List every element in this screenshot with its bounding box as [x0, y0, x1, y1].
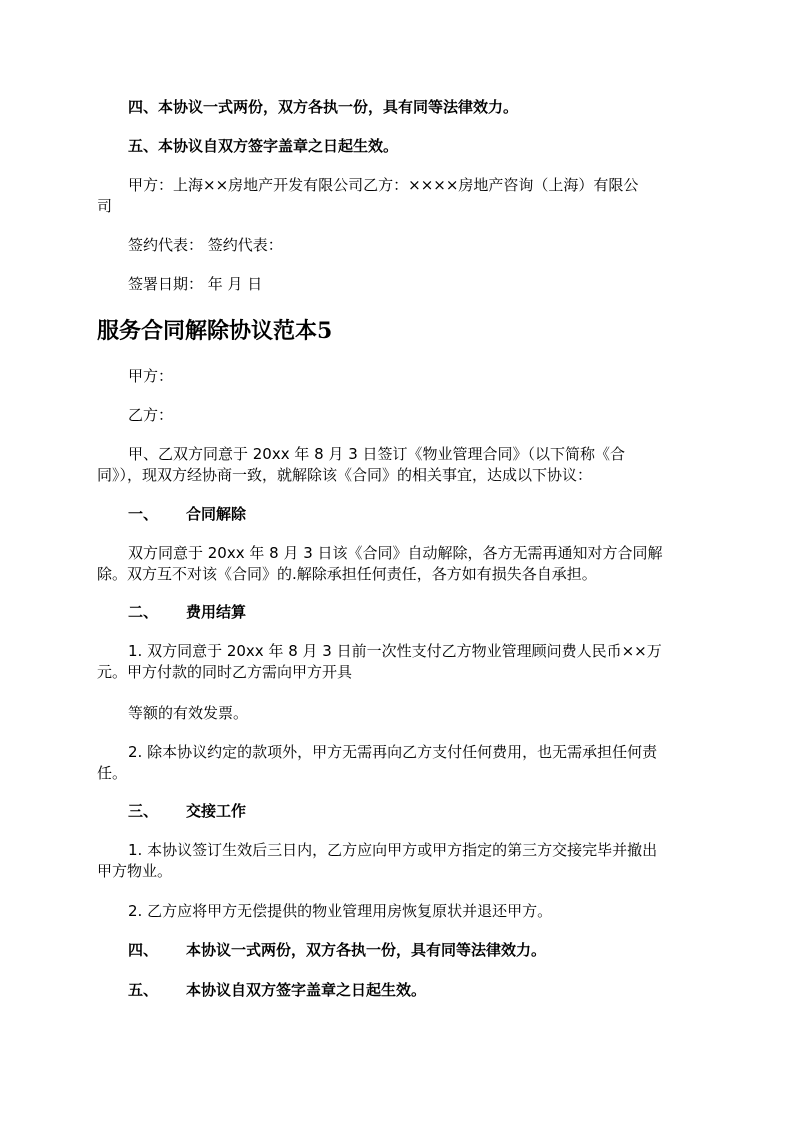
section-2-label: 费用结算 [186, 603, 247, 621]
section-2-title [128, 602, 700, 623]
parties-line-2: 司 [97, 197, 113, 215]
section-3-label: 交接工作 [186, 802, 247, 820]
section-heading: 服务合同解除协议范本5 [97, 318, 333, 344]
section-1-line-2: 除。双方互不对该《合同》的.解除承担任何责任，各方如有损失各自承担。 [97, 565, 597, 583]
section-5-text: 本协议自双方签字盖章之日起生效。 [186, 981, 427, 999]
section-2-p2-line-2: 任。 [97, 764, 128, 782]
section-5-title [128, 980, 700, 1001]
section-2-p1-line-1: 1. 双方同意于 20xx 年 8 月 3 日前一次性支付乙方物业管理顾问费人民币××万 [128, 642, 662, 660]
party-b-label: 乙方： [128, 406, 174, 424]
signing-representatives: 签约代表： 签约代表： [128, 236, 283, 254]
signing-date: 签署日期： 年 月 日 [128, 275, 263, 293]
section-1-number: 一、 [128, 505, 159, 523]
section-4-text: 本协议一式两份，双方各执一份，具有同等法律效力。 [186, 941, 547, 959]
section-1-title [128, 504, 700, 525]
intro-line-1: 甲、乙双方同意于 20xx 年 8 月 3 日签订《物业管理合同》（以下简称《合 [128, 445, 626, 463]
section-3-p1-line-1: 1. 本协议签订生效后三日内，乙方应向甲方或甲方指定的第三方交接完毕并撤出 [128, 841, 658, 859]
clause-4-top: 四、本协议一式两份，双方各执一份，具有同等法律效力。 [128, 98, 519, 116]
clause-5-top: 五、本协议自双方签字盖章之日起生效。 [128, 137, 399, 155]
section-2-number: 二、 [128, 603, 159, 621]
section-2-p1-line-2: 元。甲方付款的同时乙方需向甲方开具 [97, 663, 353, 681]
party-a-label: 甲方： [128, 367, 174, 385]
section-2-p1-line-3: 等额的有效发票。 [128, 704, 249, 722]
section-2-p2-line-1: 2. 除本协议约定的款项外，甲方无需再向乙方支付任何费用，也无需承担任何责 [128, 743, 658, 761]
section-5-number: 五、 [128, 981, 159, 999]
section-3-p2: 2. 乙方应将甲方无偿提供的物业管理用房恢复原状并退还甲方。 [128, 902, 553, 920]
section-4-number: 四、 [128, 941, 159, 959]
section-1-line-1: 双方同意于 20xx 年 8 月 3 日该《合同》自动解除，各方无需再通知对方合同解 [128, 544, 663, 562]
intro-line-2: 同》），现双方经协商一致，就解除该《合同》的相关事宜，达成以下协议： [97, 466, 593, 484]
section-3-title [128, 801, 700, 822]
section-1-label: 合同解除 [186, 505, 247, 523]
parties-line-1: 甲方：上海××房地产开发有限公司乙方：××××房地产咨询（上海）有限公 [128, 176, 639, 194]
section-3-number: 三、 [128, 802, 159, 820]
section-4-title [128, 940, 700, 961]
section-3-p1-line-2: 甲方物业。 [97, 862, 173, 880]
